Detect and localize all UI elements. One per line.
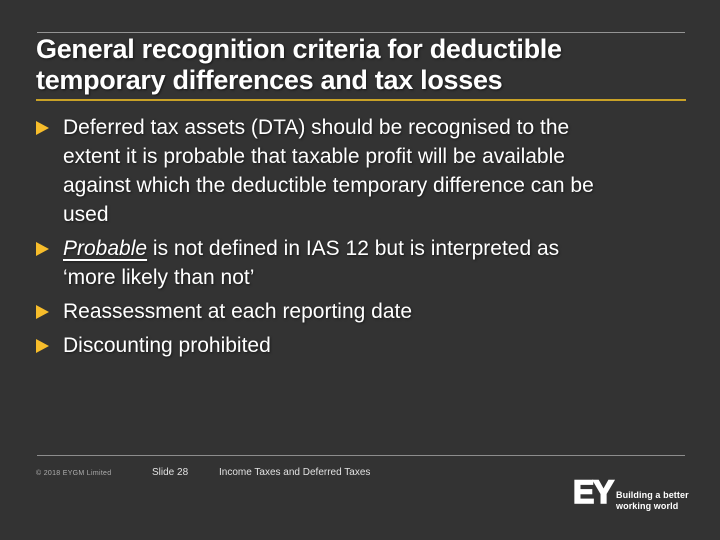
bullet-item-dta-recognition [36, 113, 684, 229]
bullet-item-probable-definition [36, 234, 684, 292]
ey-logo-letters: EY [573, 474, 613, 510]
ey-logo-tagline: Building a better working world [616, 490, 689, 511]
title-underline [36, 99, 686, 101]
slide-number: Slide 28 [152, 467, 189, 478]
top-divider [37, 32, 685, 33]
bullet-triangle-icon [36, 339, 49, 353]
bullet-text: Discounting prohibited [63, 334, 271, 357]
bullet-item-discounting [36, 331, 684, 360]
slide-title-line1: General recognition criteria for deductible [36, 34, 562, 64]
bullet-list [36, 113, 684, 360]
footer-divider [37, 455, 685, 456]
copyright-notice: © 2018 EYGM Limited [36, 470, 112, 477]
slide-title [36, 34, 691, 96]
bullet-triangle-icon [36, 305, 49, 319]
slide-title-line2: temporary differences and tax losses [36, 65, 503, 95]
bullet-text: Deferred tax assets (DTA) should be recognised to the extent it is probable that taxable profit will be available against which the deductible temporary difference can be used [63, 116, 594, 226]
bullet-triangle-icon [36, 242, 49, 256]
ey-logo [573, 474, 689, 511]
deck-title: Income Taxes and Deferred Taxes [219, 467, 371, 478]
bullet-text: Reassessment at each reporting date [63, 300, 413, 323]
bullet-item-reassessment [36, 297, 684, 326]
emphasized-term: Probable [63, 237, 148, 260]
bullet-text: Probable is not defined in IAS 12 but is interpreted as ‘more likely than not’ [63, 237, 560, 289]
bullet-triangle-icon [36, 121, 49, 135]
